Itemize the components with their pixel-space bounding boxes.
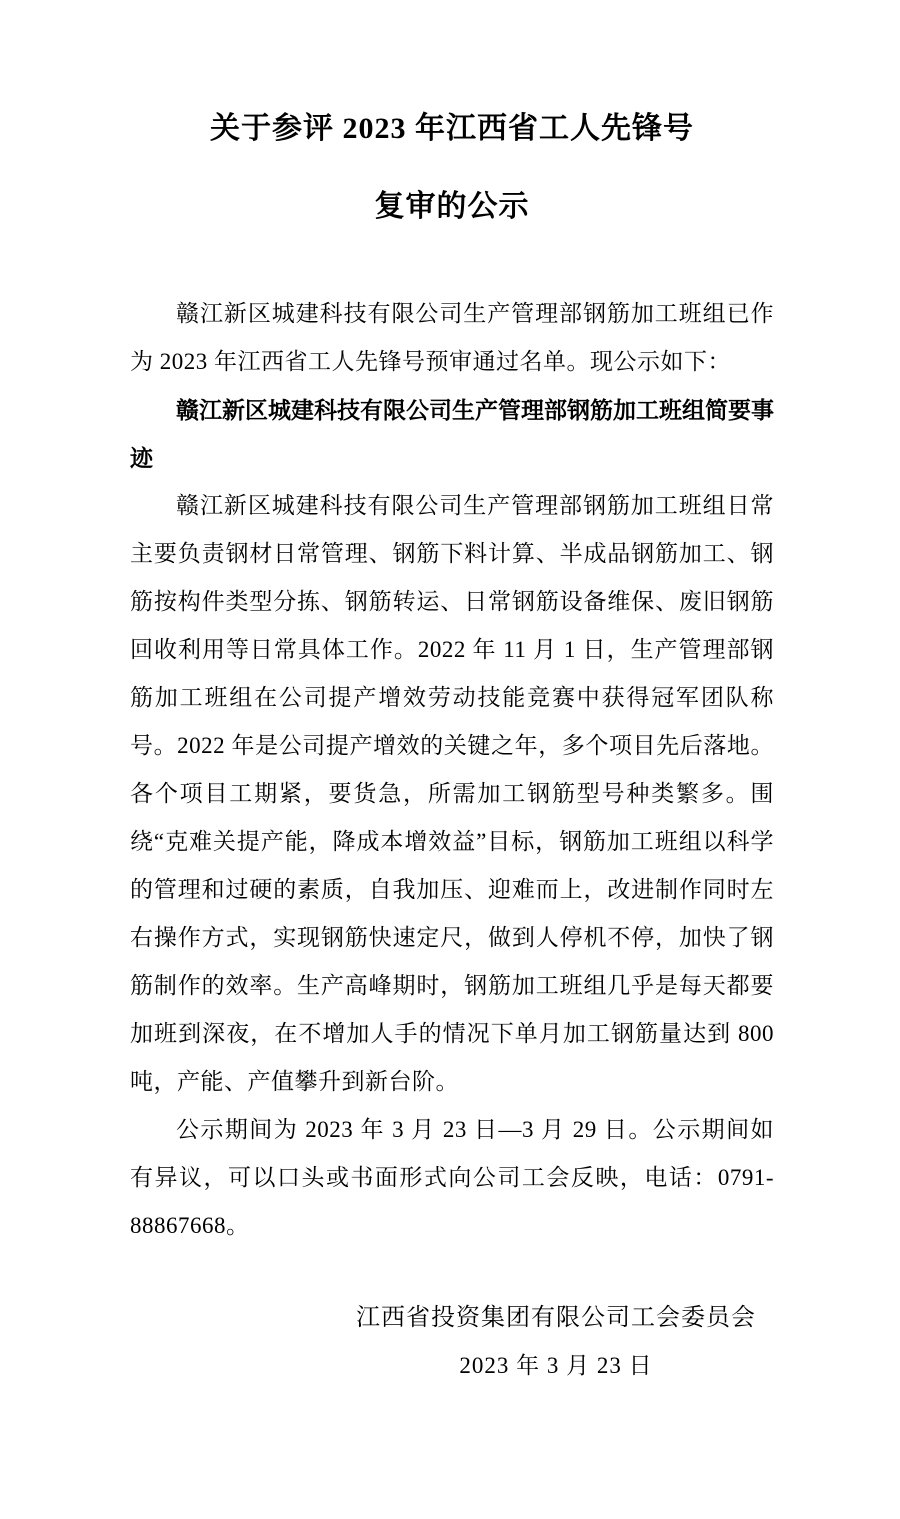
paragraph-notice-period: 公示期间为 2023 年 3 月 23 日—3 月 29 日。公示期间如有异议，可以口头或书面形式向公司工会反映，电话：0791-88867668。: [130, 1117, 774, 1238]
paragraph-deeds: 赣江新区城建科技有限公司生产管理部钢筋加工班组日常主要负责钢材日常管理、钢筋下料计算、半成品钢筋加工、钢筋按构件类型分拣、钢筋转运、日常钢筋设备维保、废旧钢筋回收利用等日常具体工作。2022 年 11 月 1 日，生产管理部钢筋加工班组在公司提产增效劳动技能竞赛中获得冠军团队称号。2022 年是公司提产增效的关键之年，多个项目先后落地。各个项目工期紧，要货急，所需加工钢筋型号种类繁多。围绕“克难关提产能，降成本增效益”目标，钢筋加工班组以科学的管理和过硬的素质，自我加压、迎难而上，改进制作同时左右操作方式，实现钢筋快速定尺，做到人停机不停，加快了钢筋制作的效率。生产高峰期时，钢筋加工班组几乎是每天都要加班到深夜，在不增加人手的情况下单月加工钢筋量达到 800 吨，产能、产值攀升到新台阶。: [130, 493, 774, 1094]
paragraph-intro: 赣江新区城建科技有限公司生产管理部钢筋加工班组已作为 2023 年江西省工人先锋号预审通过名单。现公示如下：: [130, 301, 774, 374]
signature-block: [356, 1294, 756, 1390]
document-title: [130, 90, 774, 246]
title-line-1: 关于参评 2023 年江西省工人先锋号: [210, 112, 694, 145]
signature-organization: 江西省投资集团有限公司工会委员会: [356, 1305, 756, 1331]
signature-date: 2023 年 3 月 23 日: [459, 1353, 653, 1378]
title-line-2: 复审的公示: [374, 190, 530, 223]
section-heading: 赣江新区城建科技有限公司生产管理部钢筋加工班组简要事迹: [130, 397, 774, 471]
